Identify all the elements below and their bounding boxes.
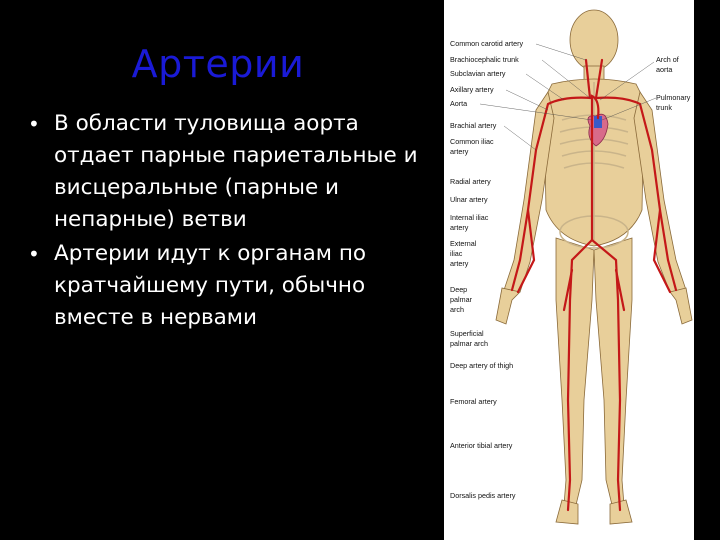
figure-label: Arch of (656, 55, 679, 64)
figure-label: Deep artery of thigh (450, 361, 514, 370)
figure-label: Femoral artery (450, 397, 497, 406)
figure-label: artery (450, 259, 469, 268)
figure-label: Radial artery (450, 177, 491, 186)
bullet-list (24, 108, 424, 336)
figure-label: palmar arch (450, 339, 488, 348)
bullet-item (24, 238, 424, 334)
figure-label: Superficial (450, 329, 484, 338)
figure-label: iliac (450, 249, 463, 258)
figure-label: Internal iliac (450, 213, 489, 222)
figure-label: Brachiocephalic trunk (450, 55, 519, 64)
figure-label: Ulnar artery (450, 195, 488, 204)
figure-label: Aorta (450, 99, 468, 108)
arterial-system-illustration (444, 0, 694, 540)
figure-label: trunk (656, 103, 672, 112)
figure-label: Common carotid artery (450, 39, 524, 48)
figure-label: Dorsalis pedis artery (450, 491, 516, 500)
bullet-text: Артерии идут к органам по кратчайшему пути, обычно вместе в нервами (54, 241, 367, 330)
figure-label: arch (450, 305, 464, 314)
figure-label: Brachial artery (450, 121, 497, 130)
bullet-text: В области туловища аорта отдает парные париетальные и висцеральные (парные и непарные) ветви (54, 111, 418, 232)
figure-label: Axillary artery (450, 85, 494, 94)
bullet-icon: • (28, 112, 40, 136)
figure-label: Deep (450, 285, 468, 294)
figure-label: palmar (450, 295, 472, 304)
figure-label: Subclavian artery (450, 69, 506, 78)
figure-label: External (450, 239, 477, 248)
arterial-system-svg (444, 0, 694, 540)
figure-label: aorta (656, 65, 673, 74)
bullet-item (24, 108, 424, 236)
slide-title: Артерии (131, 42, 305, 86)
figure-label: artery (450, 147, 469, 156)
figure-label: Pulmonary (656, 93, 691, 102)
figure-label: Anterior tibial artery (450, 441, 513, 450)
figure-label: artery (450, 223, 469, 232)
figure-label: Common iliac (450, 137, 494, 146)
bullet-icon: • (28, 242, 40, 266)
